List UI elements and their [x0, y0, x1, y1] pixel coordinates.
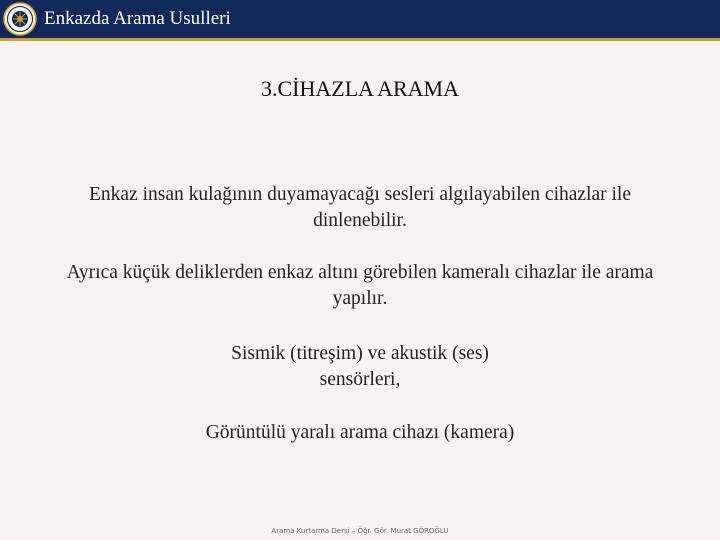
paragraph-line: Ayrıca küçük deliklerden enkaz altını görebilen kameralı cihazlar ile arama	[66, 262, 654, 283]
paragraph-line: yapılır.	[332, 288, 388, 309]
paragraph-listening-devices	[20, 182, 700, 234]
header-bar	[0, 0, 720, 38]
paragraph-victim-camera	[20, 420, 700, 446]
paragraph-line: Enkaz insan kulağının duyamayacağı sesleri algılayabilen cihazlar ile	[89, 184, 631, 205]
paragraph-line: Görüntülü yaralı arama cihazı (kamera)	[205, 422, 515, 443]
paragraph-sensors	[20, 341, 700, 393]
university-seal-icon	[3, 2, 37, 36]
header-title: Enkazda Arama Usulleri	[44, 8, 231, 29]
slide-title: 3.CİHAZLA ARAMA	[260, 76, 459, 101]
paragraph-line: Sismik (titreşim) ve akustik (ses)	[231, 343, 489, 364]
footer-credit: Arama Kurtarma Dersi – Öğr. Gör. Murat GÖROĞLU	[271, 527, 449, 535]
paragraph-line: sensörleri,	[319, 369, 401, 390]
paragraph-camera-devices	[20, 260, 700, 312]
paragraph-line: dinlenebilir.	[313, 210, 407, 231]
